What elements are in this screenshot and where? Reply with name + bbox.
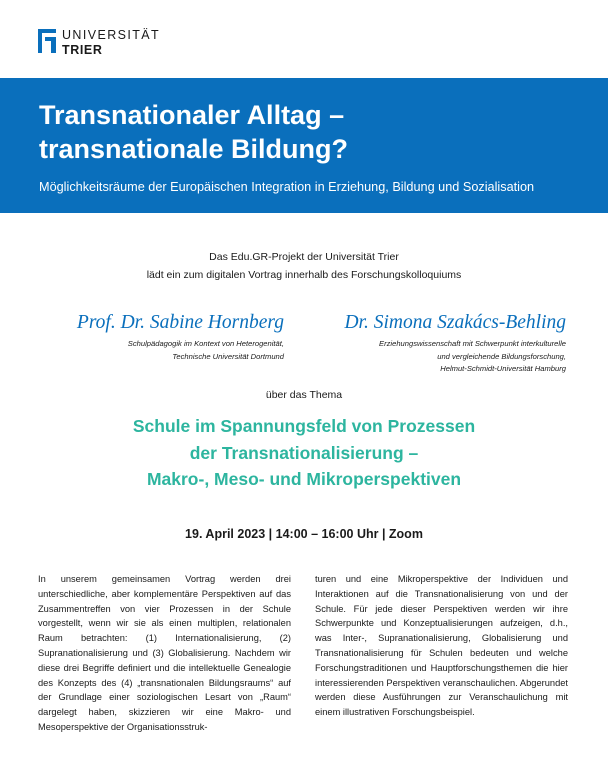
speaker-name: Dr. Simona Szakács-Behling [344, 312, 566, 333]
affiliation-line: Helmut-Schmidt-Universität Hamburg [440, 364, 566, 373]
affiliation-line: Erziehungswissenschaft mit Schwerpunkt interkulturelle [379, 339, 566, 348]
invitation-intro [0, 248, 608, 284]
page-title [39, 98, 348, 166]
abstract-column-2: turen und eine Mikroperspektive der Individuen und Interaktionen auf die Transnationalisierung von und der Schule. Für jede dieser Perspektiven werden wir ihre Schwerpunkte und Konzeptualisierungen aufzeigen, d.h., was Inter-, Supranationalisierung, Globalisierung und Transnationalisierung für Schulen bedeuten und welche Forschungstraditionen und Hauptforschungsthemen die hier interessierenden Perspektiven veranschaulichen. Abgerundet werden diese Ausführungen zur Veranschaulichung mit einem illustrativen Forschungsbeispiel. [315, 574, 568, 718]
university-logo-icon [38, 29, 56, 53]
speaker-szakacs-behling [344, 312, 566, 376]
affiliation-line: und vergleichende Bildungsforschung, [437, 351, 566, 361]
abstract-column-1: In unserem gemeinsamen Vortrag werden drei unterschiedliche, aber komplementäre Perspektiven auf das Zusammentreffen von vier Prozessen in der Schule vorgestellt, wenn wir sie als einen multiplen, relationalen Raum betrachten: (1) Internationalisierung, (2) Supranationalisierung und (3) Globalisierung. Nachdem wir diese drei Begriffe definiert und die intellektuelle Genealogie des Konzepts des (4) „transnationalen Bildungsraums“ auf der Grundlage einer soziologischen Lesart von „Raum“ dargelegt haben, skizzieren wir eine Makro- und Mesoperspektive der Organisationsstruk- [38, 574, 291, 732]
logo-city: TRIER [62, 42, 103, 57]
event-date: 19. April 2023 | 14:00 – 16:00 Uhr | Zoom [185, 527, 423, 541]
intro-line-2: lädt ein zum digitalen Vortrag innerhalb des Forschungskolloquiums [146, 269, 462, 281]
title-line-1: Transnationaler Alltag – [39, 100, 345, 130]
logo-university: UNIVERSITÄT [62, 28, 161, 42]
topic-line-2: der Transnationalisierung – [189, 442, 419, 463]
speaker-affiliation [344, 338, 566, 376]
theme-intro: über das Thema [265, 389, 343, 401]
affiliation-line: Technische Universität Dortmund [172, 351, 284, 361]
title-banner [0, 78, 608, 213]
speaker-hornberg [77, 312, 284, 363]
page-subtitle: Möglichkeitsräume der Europäischen Integration in Erziehung, Bildung und Sozialisation [39, 180, 535, 194]
university-logo [38, 29, 160, 56]
topic-line-1: Schule im Spannungsfeld von Prozessen [132, 416, 476, 436]
speaker-affiliation [77, 338, 284, 363]
talk-topic [0, 413, 608, 493]
topic-line-3: Makro-, Meso- und Mikroperspektiven [146, 469, 462, 489]
logo-text [62, 29, 160, 56]
intro-line-1: Das Edu.GR-Projekt der Universität Trier [209, 251, 399, 263]
affiliation-line: Schulpädagogik im Kontext von Heterogenität, [127, 339, 284, 348]
speaker-name: Prof. Dr. Sabine Hornberg [76, 312, 284, 333]
title-line-2: transnationale Bildung? [39, 134, 349, 164]
abstract [38, 572, 568, 735]
